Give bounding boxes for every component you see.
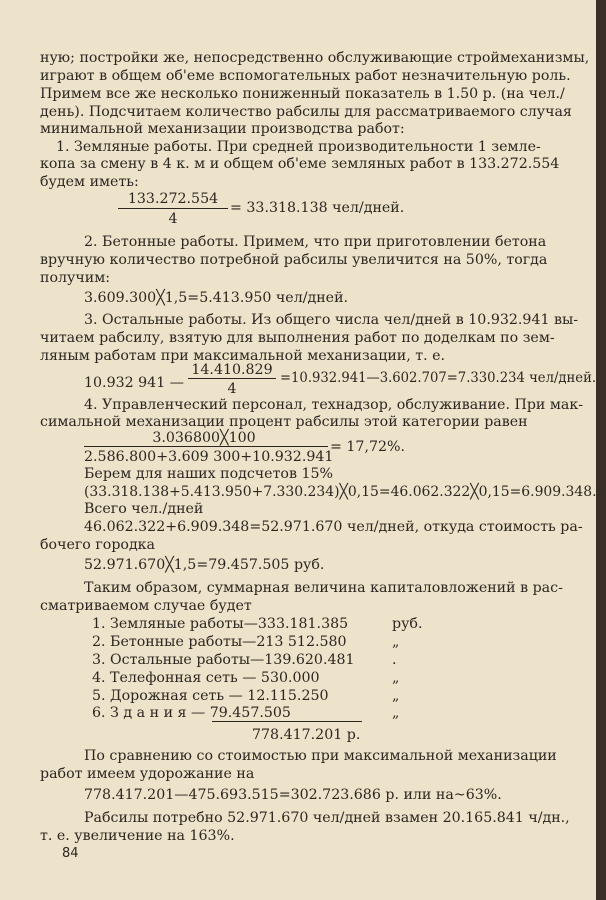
text-line: будем иметь: bbox=[40, 174, 139, 190]
formula1-denominator: 4 bbox=[168, 211, 178, 227]
text-line: вручную количество потребной рабсилы увеличится на 50%, тогда bbox=[40, 252, 548, 268]
book-spine bbox=[596, 0, 606, 900]
text-line: Рабсилы потребно 52.971.670 чел/дней взамен 20.165.841 ч/дн., bbox=[84, 810, 570, 826]
text-line: 778.417.201—475.693.515=302.723.686 р. или на~63%. bbox=[84, 787, 502, 803]
cost-item-unit: „ bbox=[392, 688, 400, 704]
formula2-numerator: 14.410.829 bbox=[191, 362, 273, 378]
text-line: По сравнению со стоимостью при максимальной механизации bbox=[84, 748, 557, 764]
formula2-denominator: 4 bbox=[227, 381, 237, 397]
total-cost: 778.417.201 р. bbox=[252, 727, 361, 743]
sum-rule bbox=[212, 721, 362, 722]
text-line: день). Подсчитаем количество рабсилы для рассматриваемого случая bbox=[40, 104, 572, 120]
text-line: ляным работам при максимальной механизации, т. е. bbox=[40, 348, 446, 364]
text-line: читаем рабсилу, взятую для выполнения работ по доделкам по зем- bbox=[40, 330, 555, 346]
cost-item: 2. Бетонные работы—213 512.580 bbox=[92, 634, 347, 650]
formula3-numerator: 3.036800╳100 bbox=[152, 430, 256, 446]
text-line: 3. Остальные работы. Из общего числа чел/дней в 10.932.941 вы- bbox=[84, 312, 579, 328]
cost-item: 6. З д а н и я — 79.457.505 bbox=[92, 705, 291, 721]
cost-item-unit: „ bbox=[392, 705, 400, 721]
text-line: бочего городка bbox=[40, 537, 156, 553]
formula1-numerator: 133.272.554 bbox=[127, 191, 219, 207]
text-line: Примем все же несколько пониженный показатель в 1.50 р. (на чел./ bbox=[40, 86, 565, 102]
formula3-denominator: 2.586.800+3.609 300+10.932.941 bbox=[84, 449, 334, 465]
cost-item-unit: „ bbox=[392, 634, 400, 650]
text-line: сматриваемом случае будет bbox=[40, 598, 252, 614]
text-line: симальной механизации процент рабсилы этой категории равен bbox=[40, 414, 528, 430]
cost-item: 3. Остальные работы—139.620.481 bbox=[92, 652, 355, 668]
text-line: т. е. увеличение на 163%. bbox=[40, 828, 235, 844]
text-line: Таким образом, суммарная величина капиталовложений в рас- bbox=[84, 580, 563, 596]
text-line: копа за смену в 4 к. м и общем об'еме земляных работ в 133.272.554 bbox=[40, 156, 560, 172]
text-line: Берем для наших подсчетов 15% bbox=[84, 466, 334, 482]
text-line: 46.062.322+6.909.348=52.971.670 чел/дней, откуда стоимость ра- bbox=[84, 519, 583, 535]
cost-item-unit: . bbox=[392, 652, 397, 668]
text-line: (33.318.138+5.413.950+7.330.234)╳0,15=46.062.322╳0,15=6.909.348. bbox=[84, 484, 597, 500]
text-line: 1. Земляные работы. При средней производительности 1 земле- bbox=[56, 139, 541, 155]
text-line: минимальной механизации производства работ: bbox=[40, 121, 405, 137]
text-line: работ имеем удорожание на bbox=[40, 766, 255, 782]
cost-item: 4. Телефонная сеть — 530.000 bbox=[92, 670, 320, 686]
formula3-result: = 17,72%. bbox=[330, 439, 406, 455]
cost-item-unit: руб. bbox=[392, 616, 423, 632]
text-line: Всего чел./дней bbox=[84, 501, 204, 517]
cost-item: 1. Земляные работы—333.181.385 bbox=[92, 616, 349, 632]
text-line: 4. Управленческий персонал, технадзор, обслуживание. При мак- bbox=[84, 397, 584, 413]
fraction-bar bbox=[188, 378, 276, 379]
text-line: 3.609.300╳1,5=5.413.950 чел/дней. bbox=[84, 290, 349, 306]
formula2-prefix: 10.932 941 — bbox=[84, 375, 184, 391]
text-line: ную; постройки же, непосредственно обслуживающие строймеханизмы, bbox=[40, 50, 590, 66]
cost-item-unit: „ bbox=[392, 670, 400, 686]
text-line: играют в общем об'еме вспомогательных работ незначительную роль. bbox=[40, 68, 571, 84]
page-number: 84 bbox=[62, 846, 79, 861]
text-line: 52.971.670╳1,5=79.457.505 руб. bbox=[84, 557, 325, 573]
fraction-bar bbox=[84, 446, 328, 447]
formula2-result: =10.932.941—3.602.707=7.330.234 чел/дней. bbox=[280, 370, 597, 386]
cost-item: 5. Дорожная сеть — 12.115.250 bbox=[92, 688, 329, 704]
text-line: получим: bbox=[40, 270, 111, 286]
fraction-bar bbox=[118, 208, 228, 209]
text-line: 2. Бетонные работы. Примем, что при приготовлении бетона bbox=[84, 234, 547, 250]
formula1-result: = 33.318.138 чел/дней. bbox=[230, 200, 405, 216]
